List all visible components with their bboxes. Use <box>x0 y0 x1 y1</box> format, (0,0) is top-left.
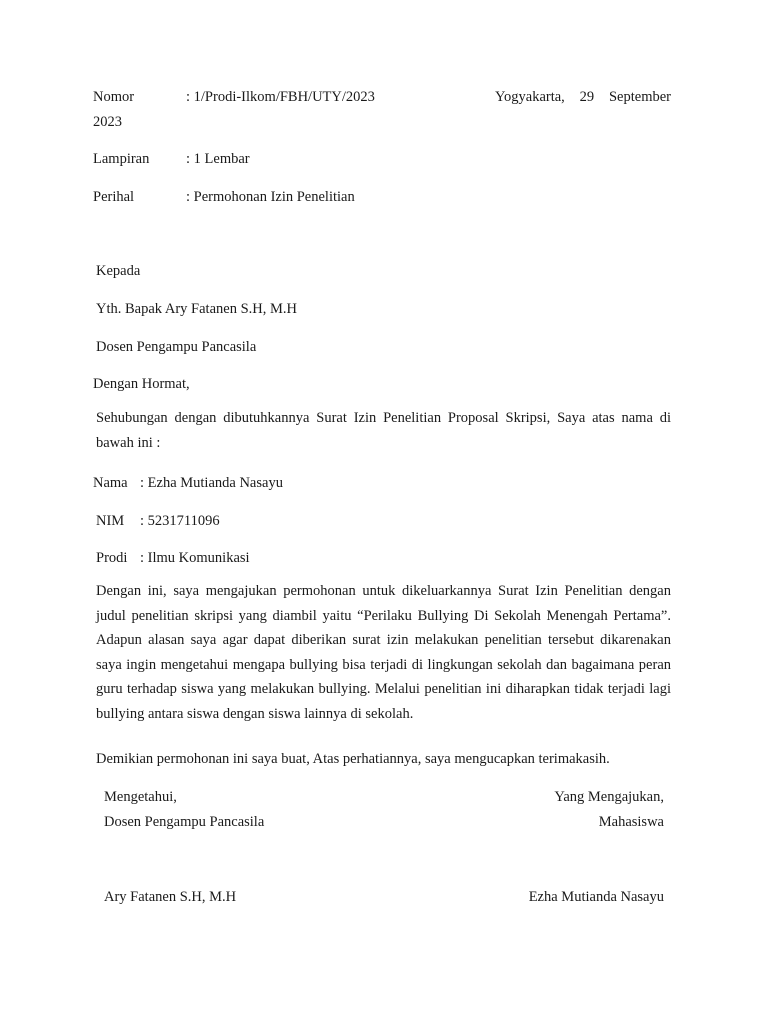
perihal-label: Perihal <box>93 189 135 205</box>
lampiran-label: Lampiran <box>93 151 150 167</box>
letter-date-year: 2023 <box>93 114 122 130</box>
recipient-name: Yth. Bapak Ary Fatanen S.H, M.H <box>96 301 297 317</box>
main-paragraph: Dengan ini, saya mengajukan permohonan untuk dikeluarkannya Surat Izin Penelitian dengan judul penelitian skripsi yang diambil yaitu “Perilaku Bullying Di Sekolah Menengah Pertama”. Adapun alasan saya agar dapat diberikan surat izin melakukan penelitian tersebut dikarenakan saya ingin mengetahui mengapa bullying bisa terjadi di lingkungan sekolah dan bagaimana peran guru terhadap siswa yang melakukan bullying. Melalui penelitian ini diharapkan tidak terjadi lagi bullying antara siswa dengan siswa lainnya di sekolah. <box>96 583 671 722</box>
identity-nim-label: NIM <box>96 513 125 529</box>
signature-right-heading: Yang Mengajukan, <box>554 789 664 805</box>
identity-name-label: Nama <box>93 475 128 491</box>
nomor-value: : 1/Prodi-Ilkom/FBH/UTY/2023 <box>186 89 375 105</box>
perihal-value: : Permohonan Izin Penelitian <box>186 189 355 205</box>
identity-name-value: : Ezha Mutianda Nasayu <box>140 475 283 491</box>
nomor-label: Nomor <box>93 89 135 105</box>
recipient-position: Dosen Pengampu Pancasila <box>96 339 257 355</box>
salutation: Dengan Hormat, <box>93 376 190 392</box>
lampiran-value: : 1 Lembar <box>186 151 250 167</box>
signature-left-role: Dosen Pengampu Pancasila <box>104 814 265 830</box>
signature-left-name: Ary Fatanen S.H, M.H <box>104 889 237 905</box>
recipient-kepada: Kepada <box>96 263 141 279</box>
identity-nim-value: : 5231711096 <box>140 513 220 529</box>
signature-right-role: Mahasiswa <box>598 814 664 830</box>
intro-paragraph: Sehubungan dengan dibutuhkannya Surat Izin Penelitian Proposal Skripsi, Saya atas nama di bawah ini : <box>96 410 671 451</box>
identity-prodi-label: Prodi <box>96 550 128 566</box>
closing-sentence: Demikian permohonan ini saya buat, Atas perhatiannya, saya mengucapkan terimakasih. <box>96 751 610 767</box>
signature-right-name: Ezha Mutianda Nasayu <box>528 889 664 905</box>
signature-left-heading: Mengetahui, <box>104 789 177 805</box>
identity-prodi-value: : Ilmu Komunikasi <box>140 550 250 566</box>
letter-date: Yogyakarta, 29 September <box>495 89 671 105</box>
